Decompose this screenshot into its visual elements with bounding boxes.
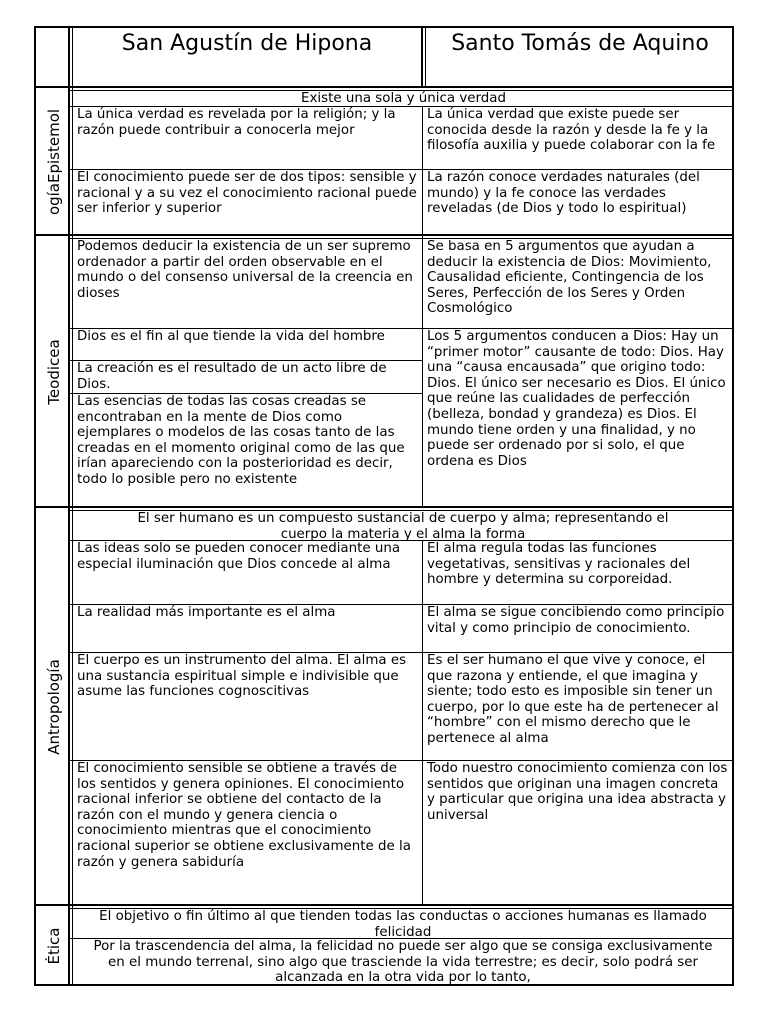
antropologia-aquinas-3: Es el ser humano el que vive y conoce, el que razona y entiende, el que imagina y siente; todo esto es imposible sin tener un cuerpo, por lo que este ha de pertenecer al “hombre” con el mismo derecho que le pertenece al alma: [427, 653, 719, 746]
antropologia-augustine-1: Las ideas solo se pueden conocer mediante una especial iluminación que Dios concede al alma: [77, 541, 401, 572]
teodicea-augustine-2: Dios es el fin al que tiende la vida del hombre: [77, 329, 385, 344]
section-label-etica: Ética: [45, 927, 63, 965]
antropologia-aquinas-4: Todo nuestro conocimiento comienza con los sentidos que originan una imagen concreta y particular que origina una idea abstracta y universal: [427, 761, 728, 823]
epistemologia-aquinas-1: La única verdad que existe puede ser conocida desde la razón y desde la fe y la filosofía auxilia y puede colaborar con la fe: [427, 107, 716, 154]
etica-text: Por la trascendencia del alma, la felicidad no puede ser algo que se consiga exclusivamente en el mundo terrenal, sino algo que trasciende la vida terrestre; es decir, solo podrá ser alcanzada en la otra vida por lo tanto,: [93, 939, 713, 984]
antropologia-augustine-4: El conocimiento sensible se obtiene a través de los sentidos y genera opiniones. El conocimiento racional inferior se obtiene del contacto de la razón con el mundo y genera ciencia o conocimiento mientras que el conocimiento racional superior se obtiene exclusivamente de la razón y genera sabiduría: [77, 761, 411, 870]
header-column-divider: [421, 28, 423, 88]
column-divider: [422, 106, 423, 508]
teodicea-augustine-3: La creación es el resultado de un acto libre de Dios.: [77, 361, 387, 392]
epistemologia-augustine-2: El conocimiento puede ser de dos tipos: sensible y racional y a su vez el conocimiento racional puede ser inferior y superior: [77, 170, 417, 217]
epistemologia-augustine-1: La única verdad es revelada por la religión; y la razón puede contribuir a conocerla mejor: [77, 107, 396, 138]
comparison-table: [34, 26, 734, 986]
antropologia-aquinas-2: El alma se sigue concibiendo como principio vital y como principio de conocimiento.: [427, 605, 725, 636]
header-column-divider-inner: [425, 28, 426, 88]
section-rule: [36, 234, 732, 236]
header-augustine: San Agustín de Hipona: [121, 31, 373, 56]
header-aquinas: Santo Tomás de Aquino: [451, 31, 709, 56]
section-label-epistemologia: ogíaEpistemol: [45, 108, 63, 216]
column-divider: [422, 540, 423, 906]
antropologia-augustine-3: El cuerpo es un instrumento del alma. El alma es una sustancia espiritual simple e indivisible que asume las funciones cognoscitivas: [77, 653, 407, 700]
antropologia-augustine-2: La realidad más importante es el alma: [77, 605, 336, 620]
section-label-antropologia: Antropología: [45, 659, 63, 755]
antropologia-aquinas-1: El alma regula todas las funciones vegetativas, sensitivas y racionales del hombre y determina su corporeidad.: [427, 541, 691, 588]
section-label-teodicea: Teodicea: [45, 339, 63, 405]
section-rule: [36, 904, 732, 906]
section-rule: [36, 506, 732, 508]
epistemologia-aquinas-2: La razón conoce verdades naturales (del mundo) y la fe conoce las verdades reveladas (de Dios y todo lo espiritual): [427, 170, 700, 217]
antropologia-banner: El ser humano es un compuesto sustancial de cuerpo y alma; representando el cuerpo la materia y el alma la forma: [137, 511, 669, 540]
teodicea-aquinas-2: Los 5 argumentos conducen a Dios: Hay un “primer motor” causante de todo: Dios. Hay una “causa encausada” que origino todo: Dios. El único ser necesario es Dios. El único que reúne las cualidades de perfección (belleza, bondad y grandeza) es Dios. El mundo tiene orden y una finalidad, y no puede ser ordenado por si solo, el que ordena es Dios: [427, 329, 726, 469]
etica-banner: El objetivo o fin último al que tienden todas las conductas o acciones humanas es llamado felicidad: [99, 909, 707, 938]
epistemologia-banner: Existe una sola y única verdad: [301, 91, 506, 106]
teodicea-augustine-1: Podemos deducir la existencia de un ser supremo ordenador a partir del orden observable en el mundo o del consenso universal de la creencia en dioses: [77, 239, 413, 301]
teodicea-aquinas-1: Se basa en 5 argumentos que ayudan a deducir la existencia de Dios: Movimiento, Causalidad eficiente, Contingencia de los Seres, Perfección de los Seres y Orden Cosmológico: [427, 239, 712, 317]
teodicea-augustine-4: Las esencias de todas las cosas creadas se encontraban en la mente de Dios como ejemplares o modelos de las cosas tanto de las creadas en el momento original como de las que irían apareciendo con la posterioridad es decir, todo lo posible pero no existente: [77, 394, 405, 487]
header-rule: [36, 86, 732, 88]
